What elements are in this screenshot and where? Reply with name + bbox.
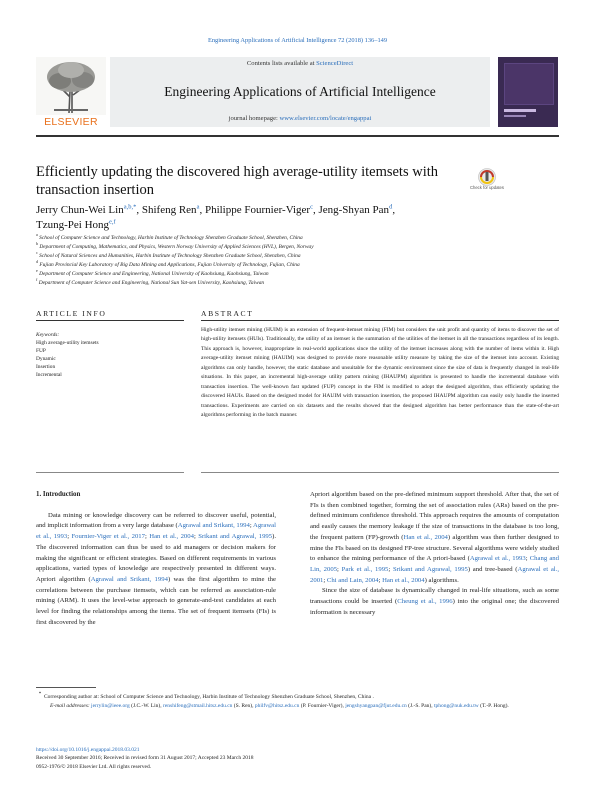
affiliation: $^e$ Department of Computer Science and Engineering, National University of Kaohsiung, Kaohsiung, Taiwan	[36, 268, 269, 278]
contents-prefix: Contents lists available at	[246, 60, 317, 67]
divider	[201, 472, 559, 473]
email-link[interactable]: jerrylin@ieee.org	[91, 703, 130, 710]
text-run: ;	[378, 576, 383, 584]
paragraph	[36, 511, 276, 629]
email-link[interactable]: renshifeng@stmail.hitsz.edu.cn	[163, 703, 233, 710]
homepage-link[interactable]: www.elsevier.com/locate/engappai	[279, 115, 372, 122]
check-updates-icon	[473, 168, 501, 186]
email-addresses: E-mail addresses: jerrylin@ieee.org (J.C.-W. Lin), renshifeng@stmail.hitsz.edu.cn (S. Ren), philfv@hitsz.edu.cn (P. Fournier-Viger), jengshyangpan@fjut.edu.cn (J.-S. Pan), tphong@nuk.edu.tw (T.-P. Hong).	[50, 703, 509, 710]
keyword: FUP	[36, 348, 46, 355]
text-run: ;	[193, 533, 199, 541]
received-dates: Received 30 September 2016; Received in revised form 31 August 2017; Accepted 23 March 2018	[36, 755, 254, 762]
author[interactable]: Jerry Chun-Wei Lin$^{a,b,*}$	[36, 203, 137, 216]
citation-link[interactable]: Agrawal et al., 1993	[469, 555, 526, 563]
citation-link[interactable]: Srikant and Agrawal, 1995	[198, 533, 273, 541]
contents-line	[110, 60, 490, 67]
journal-title: Engineering Applications of Artificial Intelligence	[164, 84, 436, 99]
divider	[36, 472, 184, 473]
email-link[interactable]: philfv@hitsz.edu.cn	[254, 703, 300, 710]
banner-center	[110, 57, 490, 127]
article-info-heading: ARTICLE INFO	[36, 309, 107, 318]
keywords-label: Keywords:	[36, 332, 60, 338]
text-run: (J.C.-W. Lin),	[129, 703, 164, 710]
affiliation: $^b$ Department of Computing, Mathematics, and Physics, Western Norway University of Applied Sciences (HVL), Bergen, Norway	[36, 241, 314, 251]
article-title: Efficiently updating the discovered high average-utility itemsets with transaction insertion	[36, 164, 438, 198]
email-link[interactable]: tphong@nuk.edu.tw	[433, 703, 479, 710]
email-link[interactable]: jengshyangpan@fjut.edu.cn	[345, 703, 407, 710]
text-run: (P. Fournier-Viger),	[299, 703, 346, 710]
text-run: ;	[144, 533, 150, 541]
text-run: ;	[337, 565, 342, 573]
section-heading-introduction: 1. Introduction	[36, 491, 81, 498]
keyword: Insertion	[36, 364, 56, 371]
author[interactable]: Shifeng Ren$^a$	[141, 203, 200, 216]
body-column-left	[36, 490, 276, 628]
citation-link[interactable]: Cheung et al., 1996	[397, 598, 453, 606]
keyword: Dynamic	[36, 356, 56, 363]
text-run: (T.-P. Hong).	[478, 703, 509, 710]
citation-link[interactable]: Agrawal and Srikant, 1994	[90, 575, 168, 583]
citation-link[interactable]: Chi and Lain, 2004	[326, 576, 379, 584]
text-run: ) algorithm was then further designed to mine the FIs based on its designed FP-tree structure. Several algorithms were widely studied to enhance the mining performance of the A priori-based (	[310, 533, 559, 563]
cover-text-bar	[504, 109, 536, 112]
affiliation: $^d$ Fujian Provincial Key Laboratory of Big Data Mining and Applications, Fujian University of Technology, Fujian, China	[36, 259, 300, 269]
text-run: Data mining or knowledge discovery can be referred to discover useful, potential, and implicit information from a very large database (	[36, 511, 276, 530]
text-run: ;	[525, 555, 530, 563]
citation-link[interactable]: Park et al., 1995	[341, 565, 389, 573]
abstract-heading: ABSTRACT	[201, 309, 254, 318]
affiliation: $^c$ School of Natural Sciences and Humanities, Harbin Institute of Technology Shenzhen Graduate School, Shenzhen, China	[36, 250, 301, 260]
article-footer	[36, 746, 559, 771]
affiliation: $^a$ School of Computer Science and Technology, Harbin Institute of Technology Shenzhen Graduate School, Shenzhen, China	[36, 232, 303, 241]
doi-link[interactable]: https://doi.org/10.1016/j.engappai.2018.03.021	[36, 747, 140, 753]
text-run: ) and tree-based (	[467, 565, 518, 573]
body-column-right	[310, 490, 559, 618]
author[interactable]: Tzung-Pei Hong$^{e,f}$	[36, 218, 116, 231]
paragraph	[310, 586, 559, 618]
text-run: ;	[249, 522, 253, 530]
footnote-rule	[36, 687, 96, 688]
citation-link[interactable]: Han et al., 2004	[403, 533, 448, 541]
text-run: (J.-S. Pan),	[406, 703, 434, 710]
text-run: ;	[67, 533, 72, 541]
affiliation: $^f$ Department of Computer Science and Engineering, National Sun Yat-sen University, Kaohsiung, Taiwan	[36, 277, 265, 287]
homepage-prefix: journal homepage:	[228, 115, 280, 122]
text-run: (S. Ren),	[232, 703, 255, 710]
citation-link[interactable]: Fournier-Viger et al., 2017	[71, 533, 145, 541]
citation-link[interactable]: Chang and Lin, 2005	[310, 555, 559, 573]
text-run: Apriori algorithm based on the pre-defined minimum support threshold. After that, the set of FIs is then combined together, forming the set of association rules (ARs) based on the pre-defined minimum confidence threshold. This approach requires the amounts of computation and easily causes the memory leakage if the size of transactions in the database is too long, the frequent pattern (FP)-growth (	[310, 491, 559, 541]
banner-rule	[36, 135, 559, 137]
divider	[201, 320, 559, 321]
text-run: ) algorithms.	[424, 576, 459, 584]
elsevier-tree-logo	[36, 57, 106, 127]
author[interactable]: Jeng-Shyan Pan$^d$	[318, 203, 393, 216]
cover-artwork	[504, 63, 554, 105]
author-list: Jerry Chun-Wei Lin$^{a,b,*}$, Shifeng Ren$^a$, Philippe Fournier-Viger$^c$, Jeng-Shyan Pan$^d$, Tzung-Pei Hong$^{e,f}$	[36, 203, 396, 231]
text-run: ;	[323, 576, 327, 584]
citation-link[interactable]: Han et al., 2004	[382, 576, 425, 584]
badge-label: Check for updates	[470, 185, 504, 190]
sciencedirect-link[interactable]: ScienceDirect	[316, 60, 354, 67]
text-run: Since the size of database is dynamically changed in real-life situations, such as some transactions could be inserted (	[310, 587, 559, 606]
keyword: Incremental	[36, 372, 62, 379]
cover-text-bar	[504, 115, 526, 117]
paragraph	[310, 490, 559, 586]
citation-link[interactable]: Agrawal et al., 1993	[36, 522, 277, 541]
text-run: ). The discovered information can thus be used to aid managers or decision makers for making the significant or efficient strategies. Based on different requirements in various applications, varied types of knowledge are respectively presented in different ways. Apriori algorithm (	[36, 533, 277, 583]
journal-reference[interactable]: Engineering Applications of Artificial Intelligence 72 (2018) 136–149	[207, 37, 388, 44]
author[interactable]: Philippe Fournier-Viger$^c$	[204, 203, 313, 216]
divider	[36, 320, 184, 321]
text-run: ;	[388, 565, 393, 573]
abstract-text: High-utility itemset mining (HUIM) is an extension of frequent-itemset mining (FIM) but considers the unit profit and quantity of items to discover the set of high-utility itemsets (HUIs). Traditionally, the utility of an itemset is the summation of the utilities of the itemset in all the transactions regardless of its length. This approach is, however, inappropriate in real-world applications since the utility of the itemset increases along with the number of items within it. High average-utility itemset mining (HAUIM) was designed to provide more reasonable utility measure by taking the size of the itemset into account. Existing algorithms can only handle, however, the static database and unsuitable for the dynamic environment since the size of data is frequently changed in real-life situations. In this paper, an incremental high-average utility pattern mining (IHAUPM) algorithm is presented to handle the incremental database with transaction insertion. The well-known fast updated (FUP) concept in the FIM is modified to adopt the designed algorithm, thus efficiently updating the discovered HAUIs. Based on the designed model for HAUIM with transaction insertion, the proposed IHAUPM algorithm can easily only handle the inserted transactions. Experiments are carried on six datasets and the results showed that the designed algorithm has better performance than the state-of-the-art algorithms performing in the batch manner.	[201, 327, 559, 419]
citation-link[interactable]: Srikant and Agrawal, 1995	[392, 565, 468, 573]
citation-link[interactable]: Agrawal and Srikant, 1994	[177, 522, 250, 530]
text-run: ) was the first algorithm to mine the correlations between the purchase itemsets, which can be referred as association-rule mining (ARM). It uses the level-wise approach to generate-and-test candidates at each level for finding the relationships among the items. The set of frequent itemsets (FIs) is first discovered by the	[36, 575, 276, 626]
footnotes	[36, 690, 559, 711]
text-run: ) into the original one; the discovered information is necessary	[310, 598, 559, 616]
keyword: High average-utility itemsets	[36, 340, 99, 347]
copyright: 0952-1976/© 2018 Elsevier Ltd. All rights reserved.	[36, 763, 152, 770]
publisher-name: ELSEVIER	[44, 116, 98, 128]
journal-banner	[36, 57, 559, 131]
citation-link[interactable]: Agrawal et al., 2001	[310, 565, 559, 584]
homepage-line	[110, 115, 490, 122]
keywords-block	[36, 331, 176, 380]
corresponding-author-note: * Corresponding author at: School of Computer Science and Technology, Harbin Institute of Technology Shenzhen Graduate School, Shenzhen, China .	[38, 692, 374, 700]
check-for-updates-badge[interactable]	[470, 168, 504, 198]
affiliations	[36, 234, 556, 289]
citation-link[interactable]: Han et al., 2004	[149, 533, 194, 541]
journal-cover-image	[498, 57, 558, 127]
